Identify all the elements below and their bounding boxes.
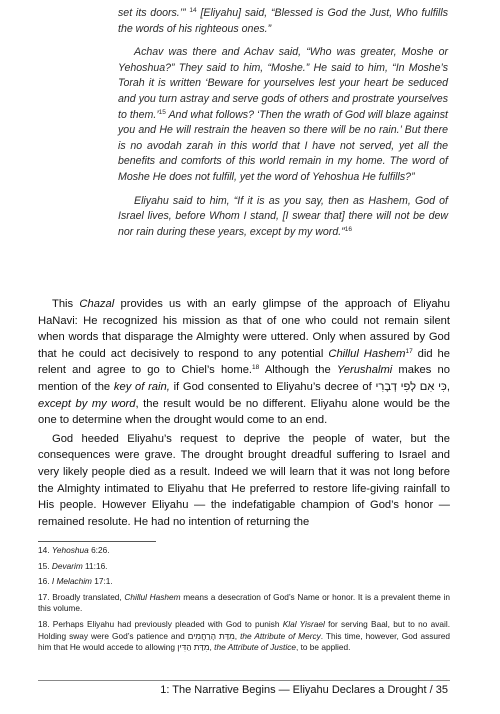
hebrew-phrase: מִדַּת הָרַחֲמִים (187, 630, 235, 641)
body-paragraph (38, 296, 450, 429)
footnote-text: means a desecration of God’s Name or honor. It is a prevalent theme in this volume. (38, 591, 451, 614)
quote-text: set its doors.’” (118, 7, 190, 19)
term-italic: Chillul Hashem (328, 347, 406, 360)
quote-text: [Eliyahu] said, “Blessed is God the Just, Who fulfills the words of his righteous ones.” (118, 7, 448, 35)
body-text-run: did he relent and agree to go to Chiel’s home. (38, 347, 450, 377)
footer-divider (38, 680, 450, 681)
footnote-divider (38, 541, 156, 542)
term-italic: Yerushalmi (336, 364, 393, 377)
body-text-run: provides us with an early glimpse of the approach of Eliyahu HaNavi: He recognized his mission as that of one who could not remain silent when words that disparage the Almighty were uttered. Only when assured by God that he could act decisively to respond to any potential (38, 298, 450, 360)
footnote-18 (38, 619, 450, 654)
term-italic: except by my word (38, 397, 136, 410)
hebrew-phrase: מִדַּת הַדִּין (177, 642, 210, 653)
footnote-text: for serving Baal, but to no avail. Holding sway were God’s patience and (38, 618, 451, 641)
footnote-text: Broadly translated, (52, 591, 125, 602)
footnote-ref-16[interactable]: 16 (344, 225, 352, 233)
footnote-ref-14[interactable]: 14 (189, 7, 197, 14)
quote-block (118, 6, 448, 240)
term-italic: key of rain, (113, 380, 170, 393)
footnote-text: 11:16. (82, 560, 108, 571)
body-text-run: Although the (259, 364, 337, 377)
footnote-number: 18. (38, 618, 53, 629)
footnote-source: Yehoshua (51, 545, 89, 555)
footnote-ref-17[interactable]: 17 (405, 347, 413, 355)
footnote-source: I Melachim (51, 576, 92, 587)
footnote-text: 6:26. (88, 545, 110, 555)
body-text-run: , (446, 380, 451, 393)
term-italic: Chazal (79, 298, 115, 310)
running-footer: 1: The Narrative Begins — Eliyahu Declares a Drought / 35 (160, 684, 448, 696)
quote-paragraph (118, 6, 448, 37)
footnote-number: 15. (38, 560, 52, 571)
body-text-run: This (52, 298, 80, 310)
footnote-source: Devarim (51, 560, 83, 571)
footnote-17 (38, 592, 450, 615)
footnote-number: 14. (38, 545, 52, 555)
term-italic: Chillul Hashem (124, 591, 181, 602)
footnote-number: 16. (38, 576, 52, 587)
footnote-text: , to be applied. (295, 642, 351, 653)
quote-paragraph (118, 45, 448, 185)
footnote-14 (38, 545, 450, 557)
footnote-text: 17:1. (91, 576, 113, 587)
term-italic: the Attribute of Mercy (240, 630, 321, 641)
footnote-text: . This time, however, God assured him that He would accede to allowing (38, 630, 450, 653)
body-text-run: if God consented to Eliyahu’s decree of (169, 380, 376, 393)
footnote-ref-15[interactable]: 15 (158, 108, 166, 116)
hebrew-phrase: כִּי אִם לְפִי דְבָרִי (375, 380, 447, 393)
quote-text: Achav was there and Achav said, “Who was greater, Moshe or Yehoshua?” They said to him, “Moshe.” He said to him, “In Moshe’s Torah it is written ‘Beware for yourselves lest your heart be seduced and you turn astray and serve gods of others and prostrate yourselves to them.’ (118, 46, 448, 121)
quote-paragraph (118, 194, 448, 241)
footnote-15 (38, 561, 450, 573)
footnotes (38, 545, 450, 658)
footnote-text: , (234, 630, 241, 641)
footnote-number: 17. (38, 591, 53, 602)
quote-text: Eliyahu said to him, “If it is as you say, then as Hashem, God of Israel lives, before Whom I stand, [I swear that] there will not be dew nor rain during these years, except by my word.” (118, 194, 448, 238)
body-text (38, 296, 450, 532)
body-paragraph: God heeded Eliyahu’s request to deprive the people of water, but the consequences were grave. The drought brought dreadful suffering to Israel and very likely people died as a result. Indeed we will learn that it was not long before the Almighty intimated to Eliyahu that He preferred to restore life-giving rainfall to His people. However Eliyahu — the indefatigable champion of God’s honor — remained resolute. He had no intention of returning the (38, 432, 450, 528)
quote-text: And what follows? ‘Then the wrath of God will blaze against you and He will restrain the heaven so there will be no rain.’ But there is no avodah zarah in this world that I have not served, yet all the benefits and comforts of this world remain in my home. The word of Moshe He does not fulfill, yet the word of Yehoshua He fulfills?” (118, 108, 448, 183)
body-text-run: makes no mention of the (38, 364, 450, 393)
body-text-run: , the result would be no different. Eliyahu alone would be the one to determine when the drought would come to an end. (38, 397, 451, 427)
footnote-ref-18[interactable]: 18 (252, 364, 260, 372)
term-italic: Klal Yisrael (282, 618, 325, 629)
footnote-text: , (209, 642, 215, 653)
footnote-16 (38, 576, 450, 588)
footnote-text: Perhaps Eliyahu had previously pleaded with God to punish (52, 618, 283, 629)
term-italic: the Attribute of Justice (214, 642, 296, 653)
